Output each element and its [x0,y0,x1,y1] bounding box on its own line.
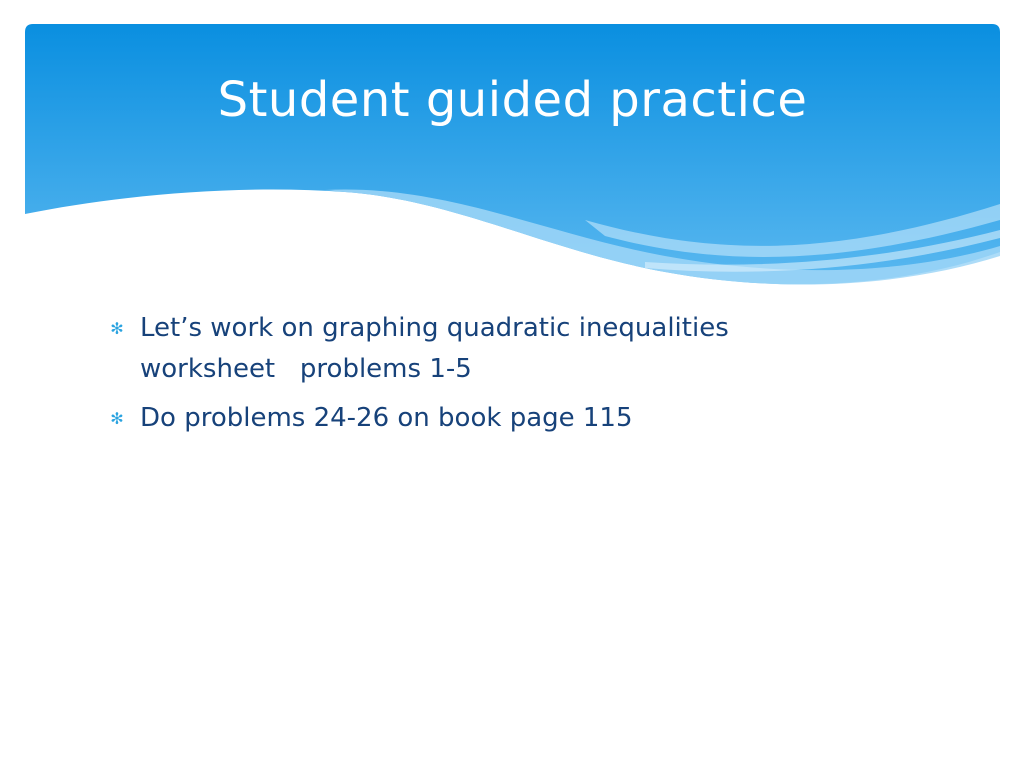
bullet-list [108,308,868,439]
header-wave-band [25,24,1000,294]
bullet-item [108,398,868,439]
asterisk-bullet-icon: ✻ [110,319,124,338]
asterisk-bullet-icon: ✻ [110,409,124,428]
bullet-item [108,308,868,390]
bullet-text: Do problems 24-26 on book page 115 [140,403,633,433]
bullet-text: Let’s work on graphing quadratic inequalities worksheet problems 1-5 [140,313,729,384]
slide-title: Student guided practice [217,72,808,128]
slide-content [108,308,868,447]
